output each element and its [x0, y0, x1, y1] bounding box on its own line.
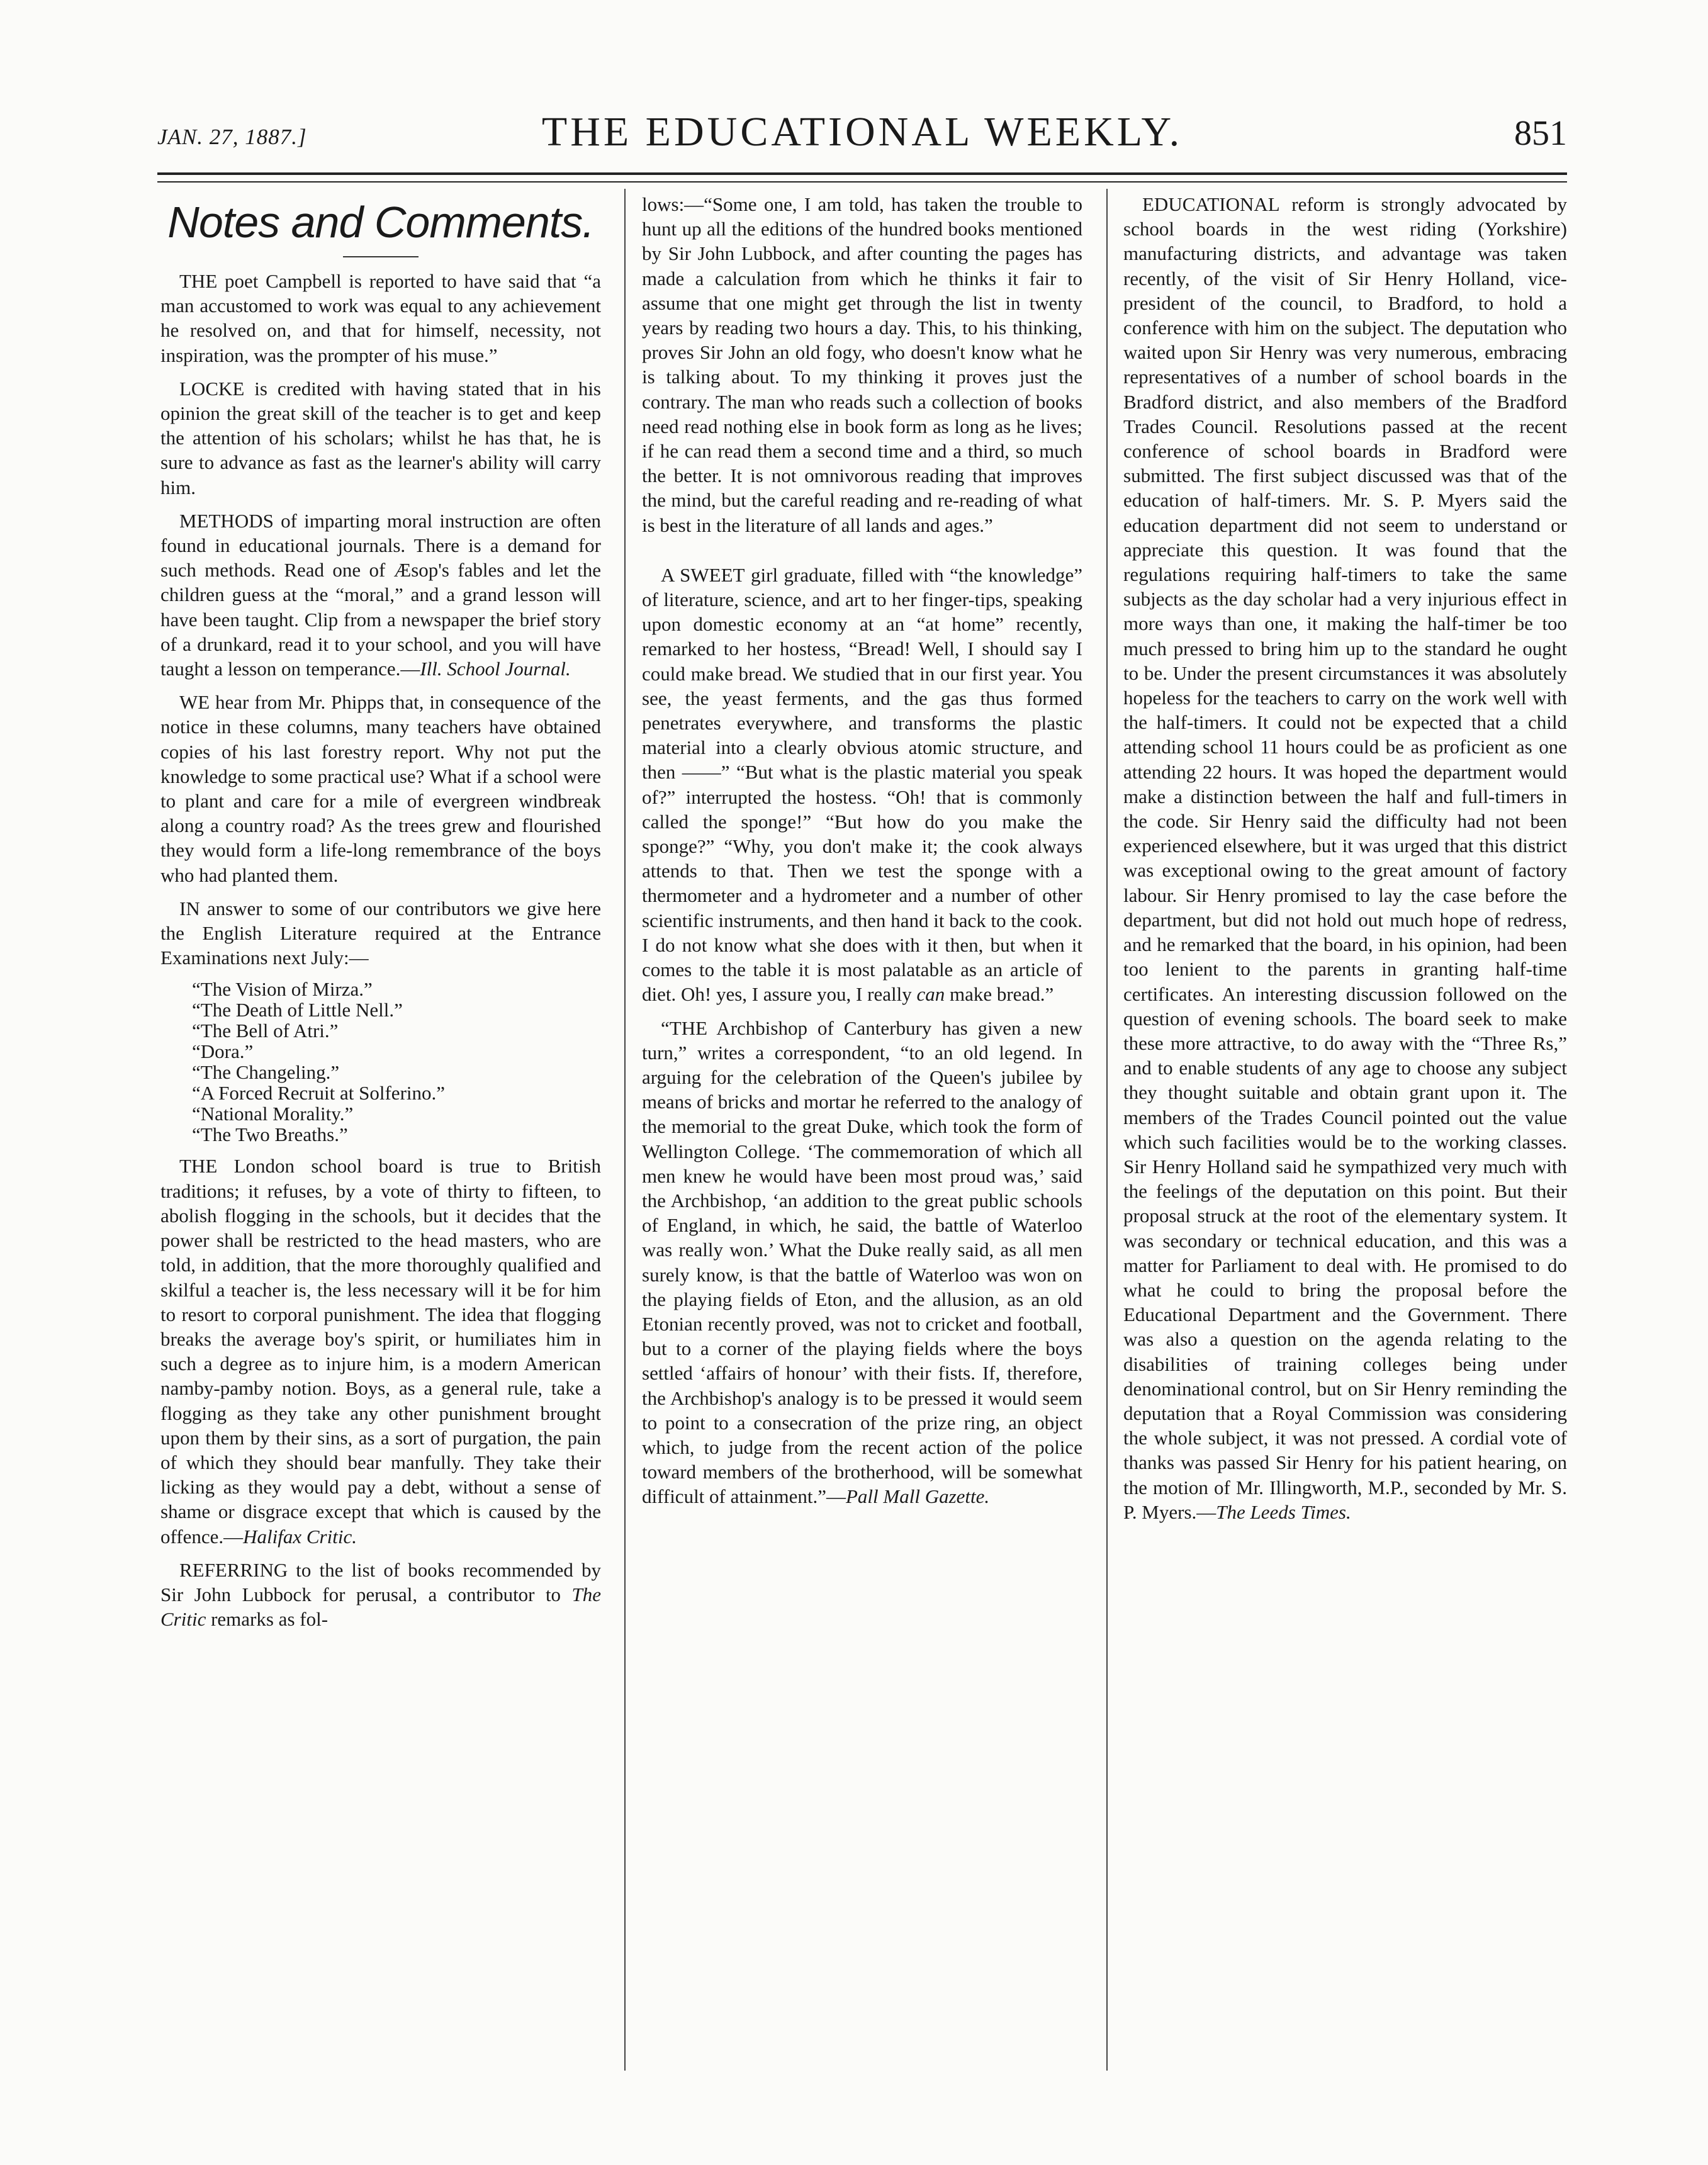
column-left — [160, 192, 601, 1640]
citation: The Leeds Times. — [1216, 1500, 1351, 1523]
column-divider — [624, 189, 626, 2071]
paragraph — [160, 509, 601, 681]
list-item: “Dora.” — [192, 1040, 254, 1063]
section-title: Notes and Comments. — [167, 198, 594, 247]
paragraph — [160, 1154, 601, 1548]
paragraph-text: hear from Mr. Phipps that, in consequence of the notice in these columns, many teachers have obtained copies of his last forestry report. Why not put the knowledge to some practical use? What if a school were to plant and care for a mile of evergreen windbreak along a country road? As the trees grew and flourished they would form a life-long remembrance of the boys who had planted them. — [160, 691, 601, 886]
list-item: “The Two Breaths.” — [192, 1123, 348, 1146]
issue-date: JAN. 27, 1887.] — [157, 125, 307, 149]
paragraph — [160, 896, 601, 970]
paragraph-text: poet Campbell is reported to have said that “a man accustomed to work was equal to any achievement he resolved on, and that for himself, necessity, not inspiration, was the prompter of his muse.” — [160, 270, 601, 366]
lead-word: METHODS — [179, 509, 274, 532]
paragraph — [642, 563, 1082, 1007]
lead-word: IN — [179, 897, 200, 919]
citation: Ill. School Journal. — [420, 658, 571, 680]
citation: Halifax Critic. — [243, 1525, 357, 1548]
emphasis: can — [916, 983, 945, 1006]
header-rule-thick — [157, 172, 1567, 175]
lead-word: A SWEET — [661, 563, 745, 586]
citation: Pall Mall Gazette. — [845, 1485, 990, 1508]
lead-word: THE — [179, 270, 218, 292]
paragraph-text: lows:—“Some one, I am told, has taken the trouble to hunt up all the editions of the hundred books mentioned by Sir John Lubbock, and after counting the pages has made a calculation from which he thinks it fair to assume that one might get through the list in twenty years by reading two hours a day. This, to his thinking, proves Sir John an old fogy, who doesn't know what he is talking about. To my thinking it proves just the contrary. The man who reads such a collection of books need read nothing else in book form as long as he lives; if he can read them a second time and a third, so much the better. It is not omnivorous reading that improves the mind, but the careful reading and re-reading of what is best in the literature of all lands and ages.” — [642, 193, 1082, 536]
journal-title: THE EDUCATIONAL WEEKLY. — [541, 109, 1183, 155]
paragraph-text: Archbishop of Canterbury has given a new turn,” writes a correspondent, “to an old legend. In arguing for the celebration of the Queen's jubilee by means of bricks and mortar he referred to the analogy of the memorial to the great Duke, which took the form of Wellington College. ‘The commemoration of which all men knew he would have been most proud was,’ said the Archbishop, ‘an addition to the great public schools of England, in which, he said, the battle of Waterloo was really won.’ What the Duke really said, as all men surely know, is that the battle of Waterloo was won on the playing fields of Eton, and the allusion, as an old Etonian recently proved, was not to cricket and football, but to a corner of the playing fields where the boys settled ‘affairs of honour’ with their fists. If, therefore, the Archbishop's analogy is to be pressed it would seem to point to a consecration of the prize ring, an object which, to judge from the recent action of the police toward members of the brotherhood, will be somewhat difficult of attainment.”— — [642, 1016, 1082, 1508]
citation: The Critic — [160, 1583, 601, 1631]
paragraph — [160, 690, 601, 887]
page-number: 851 — [1514, 114, 1567, 153]
list-item: “The Vision of Mirza.” — [192, 978, 373, 1001]
page-header — [157, 94, 1567, 164]
lead-word: EDUCATIONAL — [1142, 193, 1280, 215]
column-divider — [1106, 189, 1108, 2071]
header-rule-thin — [157, 181, 1567, 183]
paragraph-text: London school board is true to British traditions; it refuses, by a vote of thirty to fifteen, to abolish flogging in the schools, but it decides that the power shall be restricted to the head masters, who are told, in addition, that the more thoroughly qualified and skilful a teacher is, the less necessary will it be for him to resort to corporal punishment. The idea that flogging breaks the average boy's spirit, or humiliates him in such a degree as to injure him, is a modern American namby-pamby notion. Boys, as a general rule, take a flogging as they take any other punishment brought upon them by their sins, as a sort of purgation, the pain of which they should bear manfully. They take their licking as they would pay a debt, without a sense of shame or disgrace except that which is caused by the offence.— — [160, 1155, 601, 1548]
lead-word: LOCKE — [179, 377, 245, 400]
paragraph-text: is credited with having stated that in his opinion the great skill of the teacher is to get and keep the attention of his scholars; whilst he has that, he is sure to advance as fast as the learner's ability will carry him. — [160, 377, 601, 498]
paragraph — [160, 269, 601, 368]
lead-word: REFERRING — [179, 1558, 288, 1581]
lead-word: WE — [179, 691, 210, 714]
paragraph — [642, 1016, 1082, 1509]
paragraph — [1123, 192, 1567, 1524]
list-item: “National Morality.” — [192, 1103, 354, 1125]
paragraph-text: remarks as fol- — [206, 1608, 329, 1631]
paragraph — [642, 192, 1082, 537]
paragraph-text: of imparting moral instruction are often found in educational journals. There is a demand for such methods. Read one of Æsop's fables and let the children guess at the “moral,” and a grand lesson will have been taught. Clip from a newspaper the brief story of a drunkard, read it to your school, and you will have taught a lesson on temperance.— — [160, 509, 601, 680]
list-item: “The Bell of Atri.” — [192, 1020, 339, 1042]
section-rule — [343, 256, 419, 257]
list-item: “The Changeling.” — [192, 1061, 340, 1084]
list-item: “The Death of Little Nell.” — [192, 999, 403, 1021]
lead-word: THE — [179, 1155, 218, 1178]
column-middle — [642, 192, 1082, 1518]
literature-list — [192, 979, 601, 1145]
list-item: “A Forced Recruit at Solferino.” — [192, 1082, 446, 1105]
paragraph-text: to the list of books recommended by Sir John Lubbock for perusal, a contributor to — [160, 1558, 601, 1605]
paragraph-text: girl graduate, filled with “the knowledge” of literature, science, and art to her finger-tips, speaking upon domestic economy at an “at home” recently, remarked to her hostess, “Bread! Well, I should say I could make bread. We studied that in our first year. You see, the yeast ferments, and the gas thus formed penetrates everywhere, and transforms the plastic material into a clearly obvious atomic structure, and then ——” “But what is the plastic material you speak of?” interrupted the hostess. “Oh! that is commonly called the sponge!” “But how do you make the sponge?” “Why, you don't make it; the cook always attends to that. Then we test the sponge with a thermometer and a hydrometer and a number of other scientific instruments, and then hand it back to the cook. I do not know what she does with it then, but when it comes to the table it is most palatable as an article of diet. Oh! yes, I assure you, I really — [642, 563, 1082, 1006]
paragraph-text: answer to some of our contributors we give here the English Literature required at the Entrance Examinations next July:— — [160, 897, 601, 969]
paragraph — [160, 376, 601, 500]
paragraph-text: make bread.” — [945, 983, 1054, 1006]
column-right — [1123, 192, 1567, 1533]
lead-word: “THE — [661, 1016, 708, 1039]
paragraph-text: reform is strongly advocated by school boards in the west riding (Yorkshire) manufacturing districts, and advantage was taken recently, of the visit of Sir Henry Holland, vice-president of the council, to Bradford, to hold a conference with him on the subject. The deputation who waited upon Sir Henry was very numerous, embracing representatives of a number of school boards in the Bradford district, and also members of the Bradford Trades Council. Resolutions passed at the recent conference of school boards in Bradford were submitted. The first subject discussed was that of the education of half-timers. Mr. S. P. Myers said the education department did not seem to understand or appreciate this question. It was found that the regulations requiring half-timers to take the same subjects as the day scholar had a very injurious effect in more ways than one, it making the half-timer be too much pressed to bring him up to the standard he ought to be. Under the present circumstances it was absolutely hopeless for the teachers to carry on the work well with the half-timers. It could not be expected that a child attending school 11 hours could be as proficient as one attending 22 hours. It was hoped the department would make a distinction between the half and full-timers in the code. Sir Henry said the difficulty had not been experienced elsewhere, but it was urged that this district was exceptional owing to the great amount of factory labour. Sir Henry promised to lay the case before the department, but did not hold out much hope of redress, and he remarked that the board, in his opinion, had been too lenient to the parents in granting half-time certificates. An interesting discussion followed on the question of evening schools. The board seek to make these more attractive, to do away with the “Three Rs,” and to enable students of any age to choose any subject they thought suitable and obtain grant upon it. The members of the Trades Council pointed out the value which such facilities would be to the working classes. Sir Henry Holland said he sympathized very much with the feelings of the deputation on this point. But their proposal struck at the root of the elementary system. It was secondary or technical education, and this was a matter for Parliament to deal with. He promised to do what he could to bring the proposal before the Educational Department and the Government. There was also a question on the agenda relating to the disabilities of training colleges being under denominational control, but on Sir Henry reminding the deputation that a Royal Commission was considering the whole subject, it was not pressed. A cordial vote of thanks was passed Sir Henry for his patient hearing, on the motion of Mr. Illingworth, M.P., seconded by Mr. S. P. Myers.— — [1123, 193, 1567, 1523]
paragraph — [160, 1558, 601, 1632]
